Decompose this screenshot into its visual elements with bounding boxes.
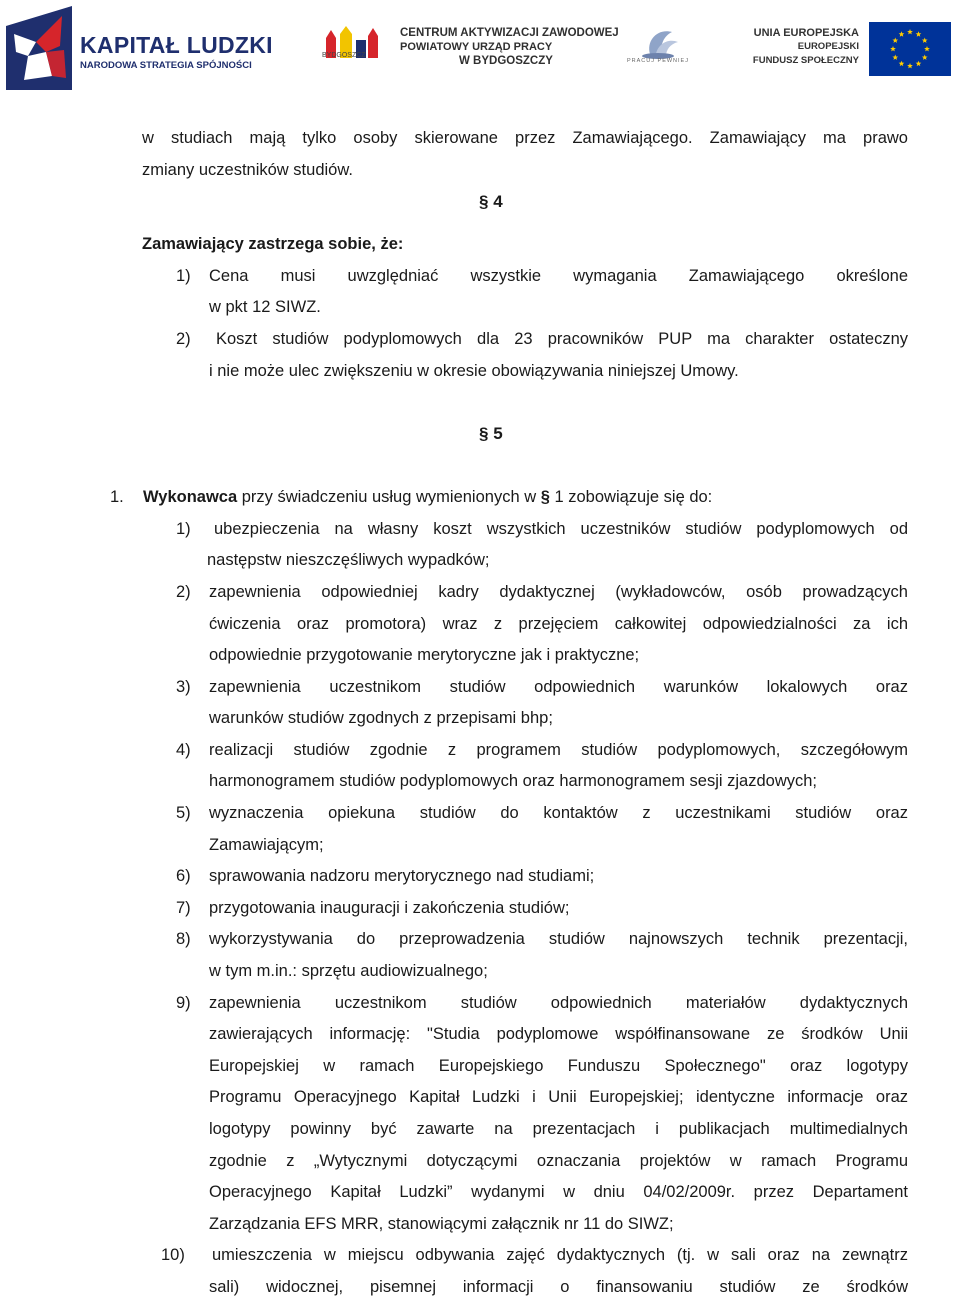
list-item-number: 10) bbox=[161, 1246, 185, 1264]
bydgoszcz-text: BYDGOSZCZ bbox=[322, 52, 366, 59]
section-5-intro bbox=[143, 487, 712, 507]
list-item-text: wykorzystywania do przeprowadzenia studiów najnowszych technik prezentacji, bbox=[209, 930, 908, 948]
section-5-heading bbox=[479, 424, 503, 444]
list-item-text: następstw nieszczęśliwych wypadków; bbox=[207, 551, 490, 569]
bydgoszcz-logo-icon bbox=[322, 24, 384, 68]
eu-flag-icon bbox=[869, 22, 951, 76]
list-item-number: 3) bbox=[176, 678, 191, 696]
ue-line-3: FUNDUSZ SPOŁECZNY bbox=[752, 55, 859, 66]
list-item-text: Zamawiającym; bbox=[209, 836, 324, 854]
list-item-number: 2) bbox=[176, 330, 191, 348]
page-header bbox=[0, 0, 960, 100]
list-item-text: realizacji studiów zgodnie z programem studiów podyplomowych, szczegółowym bbox=[209, 741, 908, 759]
list-item-text: zapewnienia uczestnikom studiów odpowiednich warunków lokalowych oraz bbox=[209, 678, 908, 696]
list-item-text: zapewnienia uczestnikom studiów odpowiednich materiałów dydaktycznych bbox=[209, 994, 908, 1012]
list-item-text: umieszczenia w miejscu odbywania zajęć dydaktycznych (tj. w sali oraz na zewnątrz bbox=[212, 1246, 908, 1264]
list-item-text: zapewnienia odpowiedniej kadry dydaktycznej (wykładowców, osób prowadzących bbox=[209, 583, 908, 601]
pup-line-1: CENTRUM AKTYWIZACJI ZAWODOWEJ bbox=[400, 27, 619, 39]
list-item-text: sprawowania nadzoru merytorycznego nad studiami; bbox=[209, 867, 595, 885]
list-item-number: 8) bbox=[176, 930, 191, 948]
pup-line-2: POWIATOWY URZĄD PRACY bbox=[400, 41, 553, 53]
section-symbol: § bbox=[479, 192, 489, 211]
kapital-ludzki-logo-icon bbox=[6, 6, 72, 90]
list-item-text: logotypy powinny być zawarte na prezentacjach i publikacjach multimedialnych bbox=[209, 1120, 908, 1138]
list-item-text: Zarządzania EFS MRR, stanowiącymi załącznik nr 11 do SIWZ; bbox=[209, 1215, 674, 1233]
intro-line-2: zmiany uczestników studiów. bbox=[142, 161, 353, 179]
paragraph-number: 1. bbox=[110, 488, 124, 506]
ue-line-1: UNIA EUROPEJSKA bbox=[753, 27, 859, 39]
list-item-number: 7) bbox=[176, 899, 191, 917]
list-item-text: Koszt studiów podyplomowych dla 23 pracowników PUP ma charakter ostateczny bbox=[216, 330, 908, 348]
list-item-text: warunków studiów zgodnych z przepisami bhp; bbox=[209, 709, 553, 727]
section-symbol: § bbox=[540, 488, 550, 506]
list-item-text: sali) widocznej, pisemnej informacji o finansowaniu studiów ze środków bbox=[209, 1278, 908, 1296]
list-item-text: zgodnie z „Wytycznymi dotyczącymi oznaczania projektów w ramach Programu bbox=[209, 1152, 908, 1170]
list-item-text: w pkt 12 SIWZ. bbox=[209, 298, 321, 316]
list-item-text: ćwiczenia oraz promotora) wraz z przejęciem całkowitej odpowiedzialności za ich bbox=[209, 615, 908, 633]
wykonawca-label: Wykonawca bbox=[143, 488, 238, 506]
list-item-text: odpowiednie przygotowanie merytoryczne jak i praktyczne; bbox=[209, 646, 640, 664]
section-4-heading bbox=[479, 192, 503, 212]
list-item-text: Cena musi uwzględniać wszystkie wymagania Zamawiającego określone bbox=[209, 267, 908, 285]
intro-line-1: w studiach mają tylko osoby skierowane przez Zamawiającego. Zamawiający ma prawo bbox=[142, 129, 908, 147]
list-item-text: Programu Operacyjnego Kapitał Ludzki i Unii Europejskiej; identyczne informacje oraz bbox=[209, 1088, 908, 1106]
ue-line-2: EUROPEJSKI bbox=[797, 41, 859, 52]
list-item-text: wyznaczenia opiekuna studiów do kontaktów z uczestnikami studiów oraz bbox=[209, 804, 908, 822]
list-item-number: 1) bbox=[176, 520, 191, 538]
list-item-text: harmonogramem studiów podyplomowych oraz harmonogramem sesji zjazdowych; bbox=[209, 772, 818, 790]
list-item-text: przygotowania inauguracji i zakończenia studiów; bbox=[209, 899, 570, 917]
section-symbol: § bbox=[479, 424, 489, 443]
list-item-number: 2) bbox=[176, 583, 191, 601]
list-item-text: i nie może ulec zwiększeniu w okresie obowiązywania niniejszej Umowy. bbox=[209, 362, 739, 380]
intro-text: przy świadczeniu usług wymienionych w bbox=[241, 488, 537, 506]
list-item-number: 4) bbox=[176, 741, 191, 759]
list-item-number: 9) bbox=[176, 994, 191, 1012]
list-item-text: zawierających informację: "Studia podyplomowe współfinansowane ze środków Unii bbox=[209, 1025, 908, 1043]
section-number: 4 bbox=[493, 192, 503, 211]
kapital-ludzki-title: KAPITAŁ LUDZKI bbox=[80, 32, 273, 58]
intro-ref: 1 zobowiązuje się do: bbox=[554, 488, 713, 506]
list-item-text: Operacyjnego Kapitał Ludzki” wydanymi w dniu 04/02/2009r. przez Departament bbox=[209, 1183, 908, 1201]
pup-line-3: W BYDGOSZCZY bbox=[459, 55, 553, 67]
list-item-text: w tym m.in.: sprzętu audiowizualnego; bbox=[209, 962, 488, 980]
list-item-number: 6) bbox=[176, 867, 191, 885]
list-item-text: Europejskiej w ramach Europejskiego Funduszu Społecznego" oraz logotypy bbox=[209, 1057, 908, 1075]
kapital-ludzki-subtitle: NARODOWA STRATEGIA SPÓJNOŚCI bbox=[80, 60, 252, 71]
section-number: 5 bbox=[493, 424, 503, 443]
section-4-intro: Zamawiający zastrzega sobie, że: bbox=[142, 235, 404, 253]
list-item-text: ubezpieczenia na własny koszt wszystkich uczestników studiów podyplomowych od bbox=[214, 520, 908, 538]
pracuj-pewniej-text: PRACUJ PEWNIEJ bbox=[627, 58, 689, 64]
list-item-number: 5) bbox=[176, 804, 191, 822]
list-item-number: 1) bbox=[176, 267, 191, 285]
